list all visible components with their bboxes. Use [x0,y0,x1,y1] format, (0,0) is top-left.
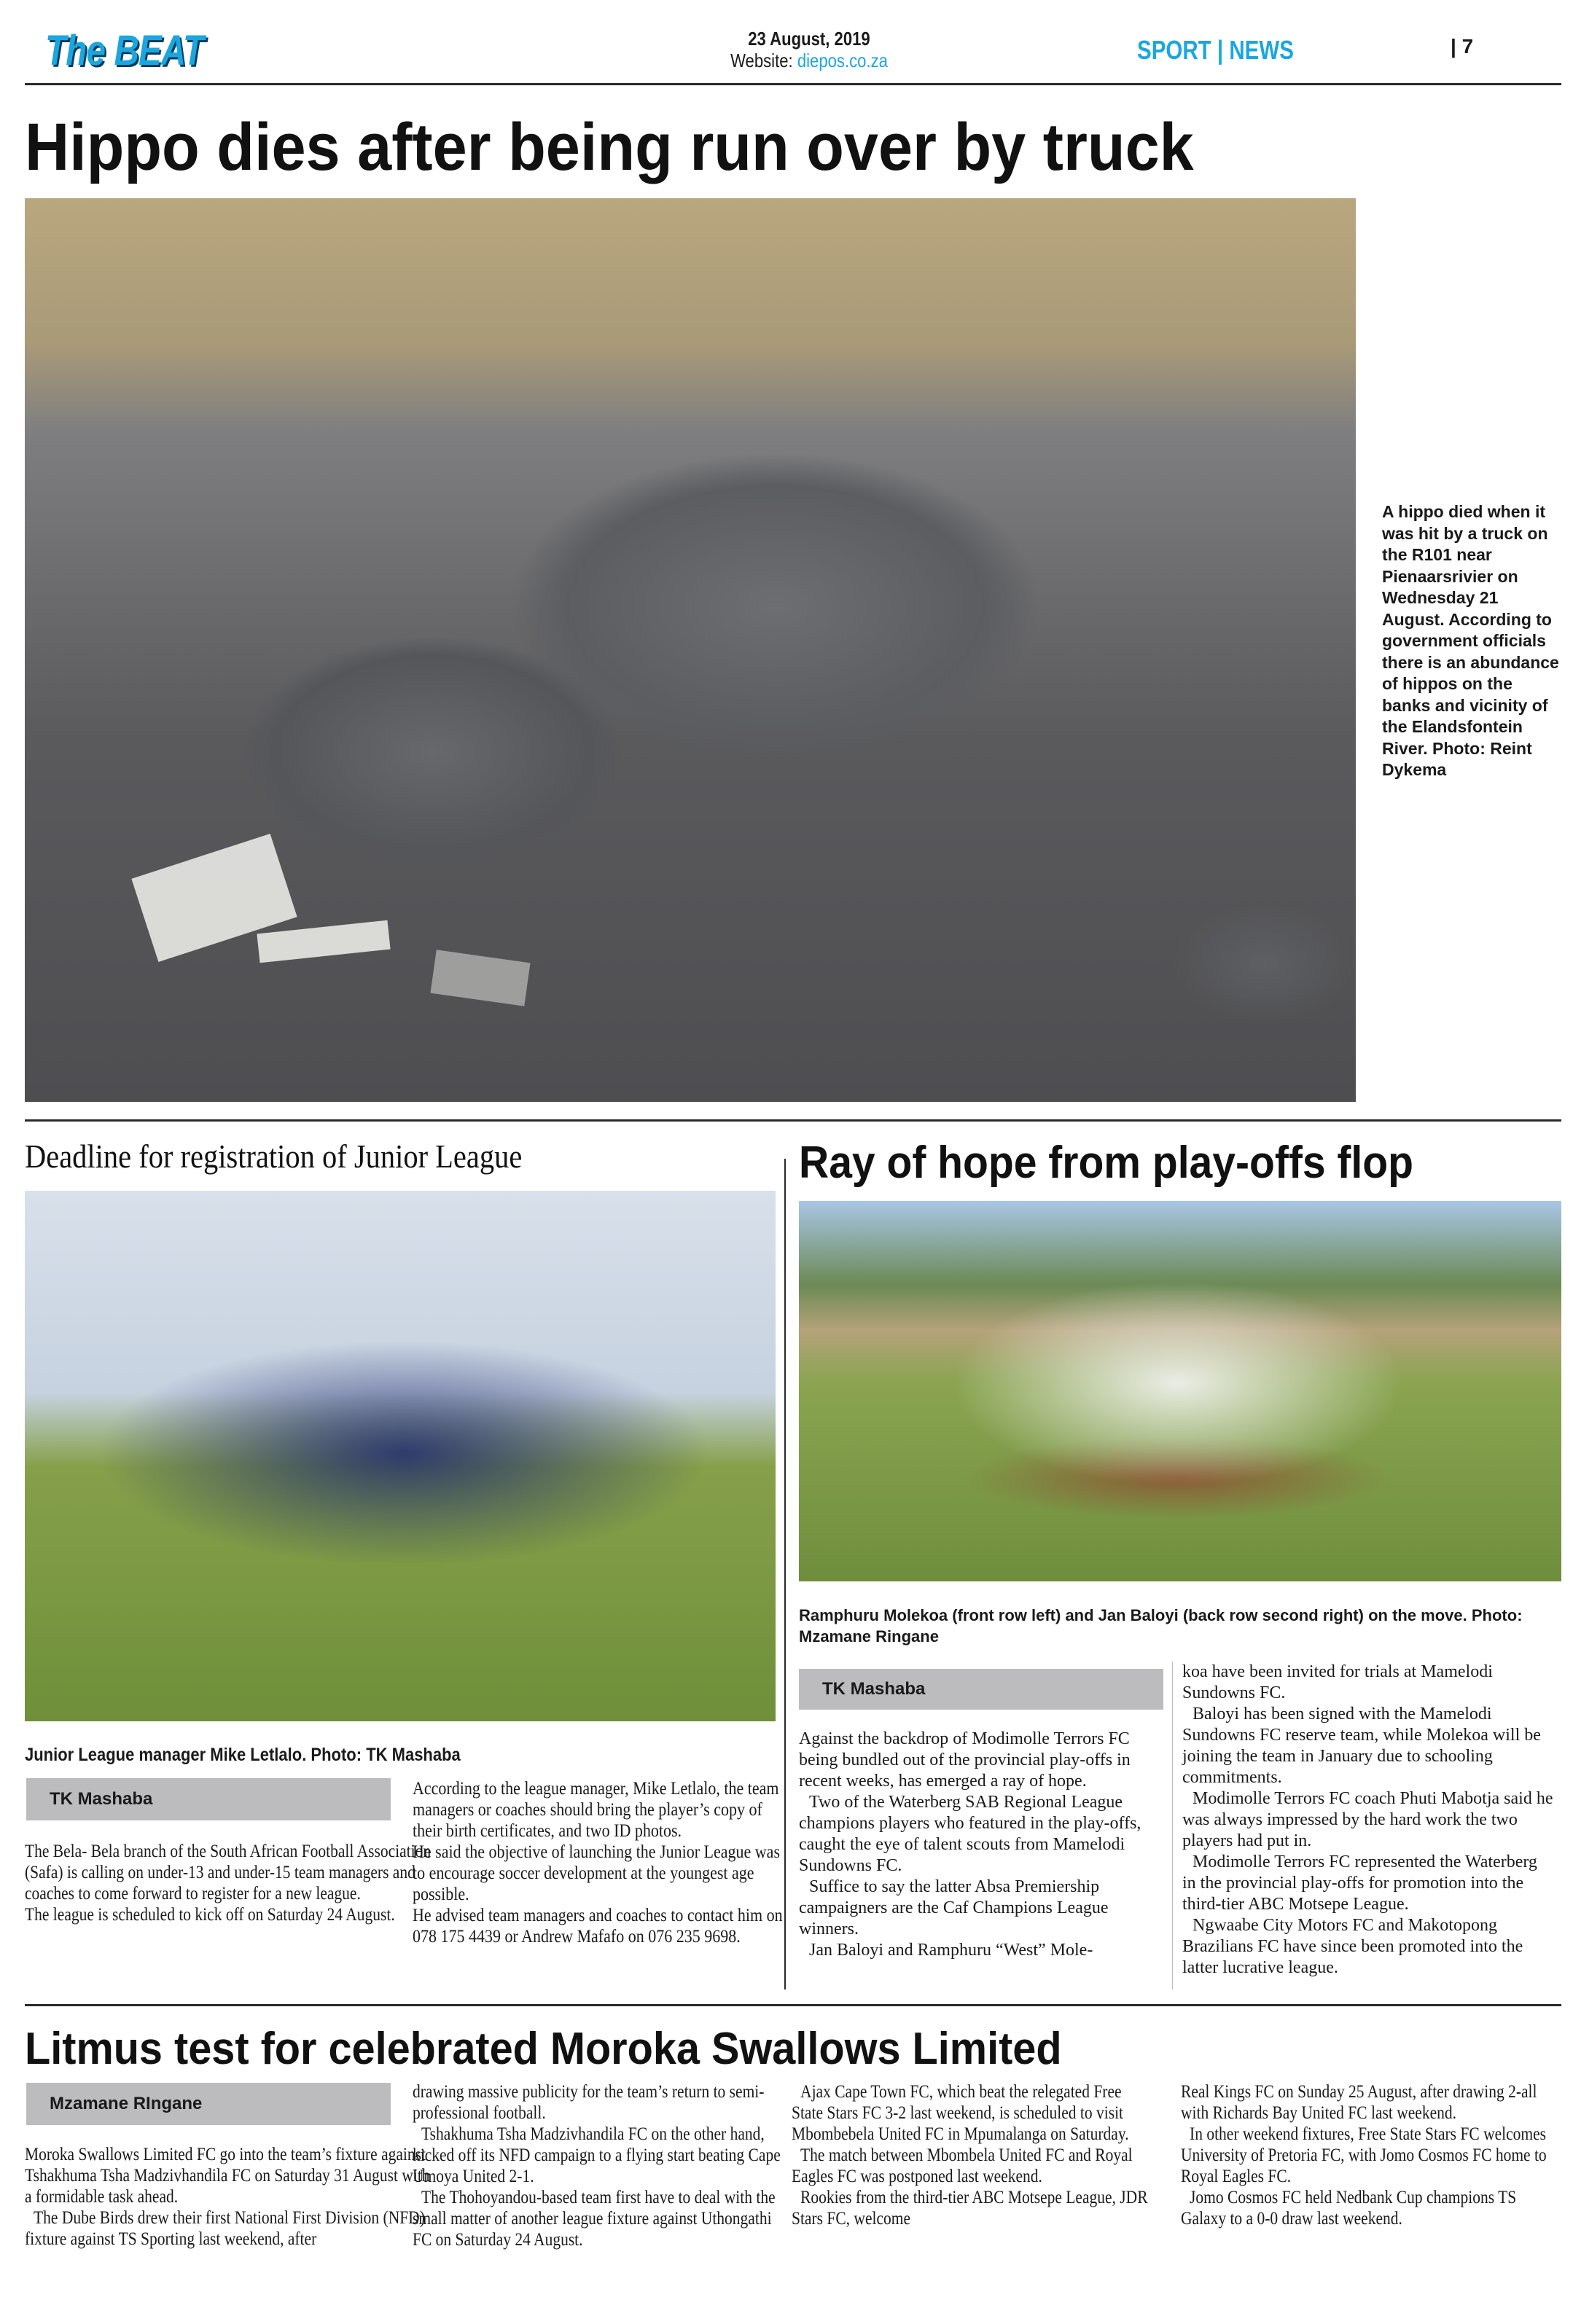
hippo-photo-caption: A hippo died when it was hit by a truck on the R101 near Pienaarsrivier on Wednesday 21 August. According to government officials there is an abundance of hippos on the banks and vicinity of the Elandsfontein River. Photo: Reint Dykema [1382,502,1559,779]
masthead-logo: The BEAT [45,27,204,74]
junior-league-byline [26,1778,391,1820]
paragraph: Ajax Cape Town FC, which beat the relegated Free State Stars FC 3-2 last weekend, is scheduled to visit Mbombebela United FC in Mpumalanga on Saturday. [792,2082,1129,2144]
team-photo-caption: Ramphuru Molekoa (front row left) and Jan Baloyi (back row second right) on the move. Photo: Mzamane Ringane [799,1606,1523,1646]
lead-headline: Hippo dies after being run over by truck [25,110,1194,184]
litmus-col-1 [25,2144,434,2250]
paragraph: The Thohoyandou-based team first have to deal with the small matter of another league fixture against Uthongathi FC on Saturday 24 August. [413,2188,776,2250]
hippo-photo [25,198,1356,1102]
litmus-headline: Litmus test for celebrated Moroka Swallows Limited [25,2024,1062,2074]
paragraph: In other weekend fixtures, Free State Stars FC welcomes University of Pretoria FC, with Jomo Cosmos FC home to Royal Eagles FC. [1181,2124,1547,2186]
debris-shard [430,950,530,1006]
website-label: Website: [730,50,793,71]
column-divider [784,1159,786,1990]
junior-league-headline: Deadline for registration of Junior League [25,1138,523,1175]
ray-of-hope-headline: Ray of hope from play-offs flop [799,1138,1413,1188]
paragraph: The match between Mbombela United FC and Royal Eagles FC was postponed last weekend. [792,2145,1133,2186]
paragraph: He advised team managers and coaches to contact him on 078 175 4439 or Andrew Mafafo on 076 235 9698. [413,1906,783,1947]
byline-author: TK Mashaba [822,1679,926,1699]
website-line [679,50,940,71]
issue-date: 23 August, 2019 [748,28,870,50]
paragraph: Against the backdrop of Modimolle Terrors FC being bundled out of the provincial play-offs in recent weeks, has emerged a ray of hope. [799,1729,1131,1791]
ray-of-hope-byline [799,1669,1163,1710]
paragraph: Suffice to say the latter Absa Premiership campaigners are the Caf Champions League winners. [799,1877,1109,1938]
section-divider [25,2004,1561,2006]
litmus-col-2 [413,2081,822,2250]
junior-league-photo [25,1191,776,1721]
page-number: | 7 [1451,35,1474,58]
debris-shard [257,920,390,963]
website-link[interactable]: diepos.co.za [797,50,888,71]
paragraph: Rookies from the third-tier ABC Motsepe League, JDR Stars FC, welcome [792,2188,1148,2229]
paragraph: koa have been invited for trials at Mamelodi Sundowns FC. [1182,1662,1493,1702]
paragraph: The Dube Birds drew their first National First Division (NFD) fixture against TS Sporting last weekend, after [25,2208,425,2249]
lead-divider [25,1119,1561,1122]
paragraph: Tshakhuma Tsha Madzivhandila FC on the other hand, kicked off its NFD campaign to a flying start beating Cape Umoya United 2-1. [413,2124,781,2186]
paragraph: Moroka Swallows Limited FC go into the team’s fixture against Tshakhuma Tsha Madzivhandila FC on Saturday 31 August with a formidable task ahead. [25,2145,430,2207]
column-divider [1172,1662,1173,1990]
paragraph: The league is scheduled to kick off on Saturday 24 August. [25,1905,395,1925]
section-label: SPORT | NEWS [1137,35,1294,65]
paragraph: Jan Baloyi and Ramphuru “West” Mole- [809,1941,1093,1960]
paragraph: Two of the Waterberg SAB Regional League champions players who featured in the play-offs, caught the eye of talent scouts from Mamelodi Sundowns FC. [799,1793,1141,1875]
paragraph: According to the league manager, Mike Letlalo, the team managers or coaches should bring the player’s copy of their birth certificates, and two ID photos. [413,1779,779,1841]
litmus-col-3 [792,2081,1209,2229]
paragraph: drawing massive publicity for the team’s return to semi-professional football. [413,2082,765,2123]
paragraph: Ngwaabe City Motors FC and Makotopong Brazilians FC have since been promoted into the latter lucrative league. [1182,1916,1523,1977]
masthead-divider [25,83,1561,85]
junior-league-col-2 [413,1778,821,1947]
masthead-dateblock [656,28,962,71]
paragraph: He said the objective of launching the Junior League was to encourage soccer development at the youngest age possible. [413,1842,781,1904]
byline-author: Mzamane RIngane [50,2094,203,2113]
paragraph: Baloyi has been signed with the Mamelodi Sundowns FC reserve team, while Molekoa will be joining the team in January due to schooling commitments. [1182,1705,1541,1787]
litmus-byline [26,2083,391,2125]
paragraph: Jomo Cosmos FC held Nedbank Cup champions TS Galaxy to a 0-0 draw last weekend. [1181,2188,1517,2229]
ray-of-hope-col-1 [799,1729,1163,1961]
paragraph: Real Kings FC on Sunday 25 August, after drawing 2-all with Richards Bay United FC last weekend. [1181,2082,1537,2123]
paragraph: Modimolle Terrors FC represented the Waterberg in the provincial play-offs for promotion into the third-tier ABC Motsepe League. [1182,1852,1537,1914]
byline-author: TK Mashaba [50,1789,153,1809]
litmus-col-4 [1181,2081,1573,2229]
junior-league-col-1 [25,1841,433,1925]
junior-league-photo-caption: Junior League manager Mike Letlalo. Photo: TK Mashaba [25,1745,461,1765]
paragraph: Modimolle Terrors FC coach Phuti Mabotja said he was always impressed by the hard work the two players had put in. [1182,1789,1553,1850]
team-photo [799,1201,1561,1581]
paragraph: The Bela- Bela branch of the South African Football Association (Safa) is calling on under-13 and under-15 team managers and coaches to come forward to register for a new league. [25,1842,432,1904]
ray-of-hope-col-2 [1182,1662,1554,1979]
